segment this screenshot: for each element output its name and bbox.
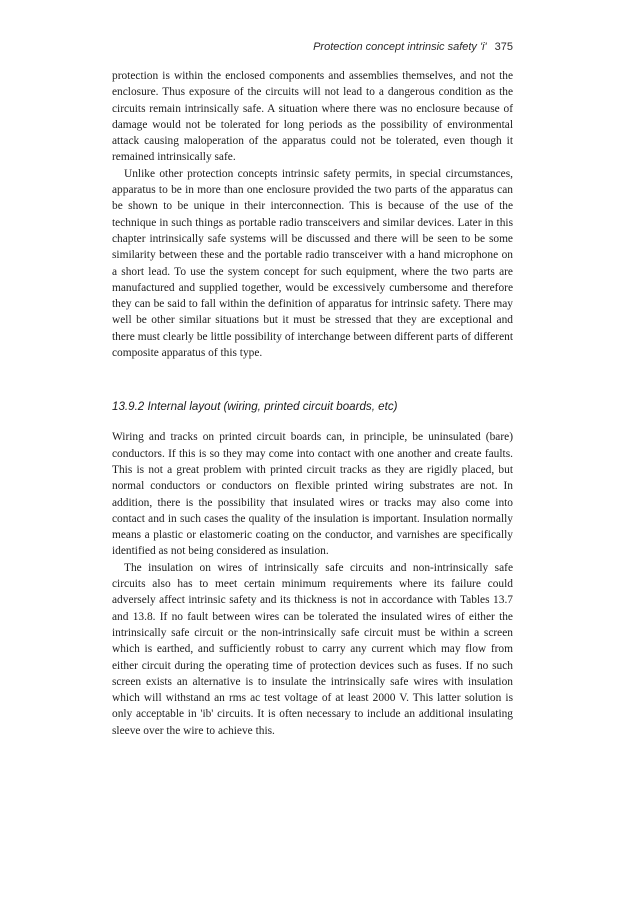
paragraph-insulation: The insulation on wires of intrinsically safe circuits and non-intrinsically safe circuits also has to meet certain minimum requirements where its failure could adversely affect intrinsic safety and its thickness is not in accordance with Tables 13.7 and 13.8. If no fault between wires can be tolerated the insulated wires of either the intrinsically safe circuit or the non-intrinsically safe circuit must be within a screen which is earthed, and sufficiently robust to carry any current which may flow from either circuit during the operating time of protection devices such as fuses. If no such screen exists an alternative is to insulate the intrinsically safe wires with insulation which will withstand an rms ac test voltage of at least 2000 V. This latter solution is only acceptable in 'ib' circuits. It is often necessary to include an additional insulating sleeve over the wire to achieve this. xyxy=(112,561,513,737)
page-body xyxy=(112,68,513,739)
page-number: 375 xyxy=(494,41,513,53)
paragraph-intro-continued: protection is within the enclosed components and assemblies themselves, and not the enclosure. Thus exposure of the circuits will not lead to a dangerous condition as the circuits remain intrinsically safe. A situation where there was no enclosure because of damage would not be tolerated for long periods as the possibility of environmental attack causing maloperation of the apparatus could not be tolerated, even though it remained intrinsically safe. xyxy=(112,70,513,164)
paragraph-multiple-enclosures: Unlike other protection concepts intrinsic safety permits, in special circumstances, apparatus to be in more than one enclosure provided the two parts of the apparatus can be shown to be unique in their interconnection. This is because of the use of the technique in such things as portable radio transceivers and similar devices. Later in this chapter intrinsically safe systems will be discussed and there will be seen to be some similarity between these and the portable radio transceiver with a hand microphone on a short lead. To use the system concept for such equipment, where the two parts are manufactured and supplied together, would be excessively cumbersome and therefore they can be said to fall within the definition of apparatus for intrinsic safety. There may well be other similar situations but it must be stressed that they are exceptional and there must clearly be little possibility of interchange between different parts of different composite apparatus of this type. xyxy=(112,167,513,360)
header-title: Protection concept intrinsic safety 'i' xyxy=(313,41,487,53)
paragraph-wiring-tracks: Wiring and tracks on printed circuit boards can, in principle, be uninsulated (bare) conductors. If this is so they may come into contact with one another and create faults. This is not a great problem with printed circuit tracks as they are rigidly placed, but normal conductors or conductors on flexible printed wiring substrates are not. In addition, there is the possibility that insulated wires or tracks may also come into contact and in such cases the quality of the insulation is important. Insulation normally means a plastic or elastomeric coating on the conductor, and varnishes are specifically identified as not being considered as insulation. xyxy=(112,431,513,558)
running-header xyxy=(112,41,513,53)
section-heading: 13.9.2 Internal layout (wiring, printed circuit boards, etc) xyxy=(112,400,398,414)
